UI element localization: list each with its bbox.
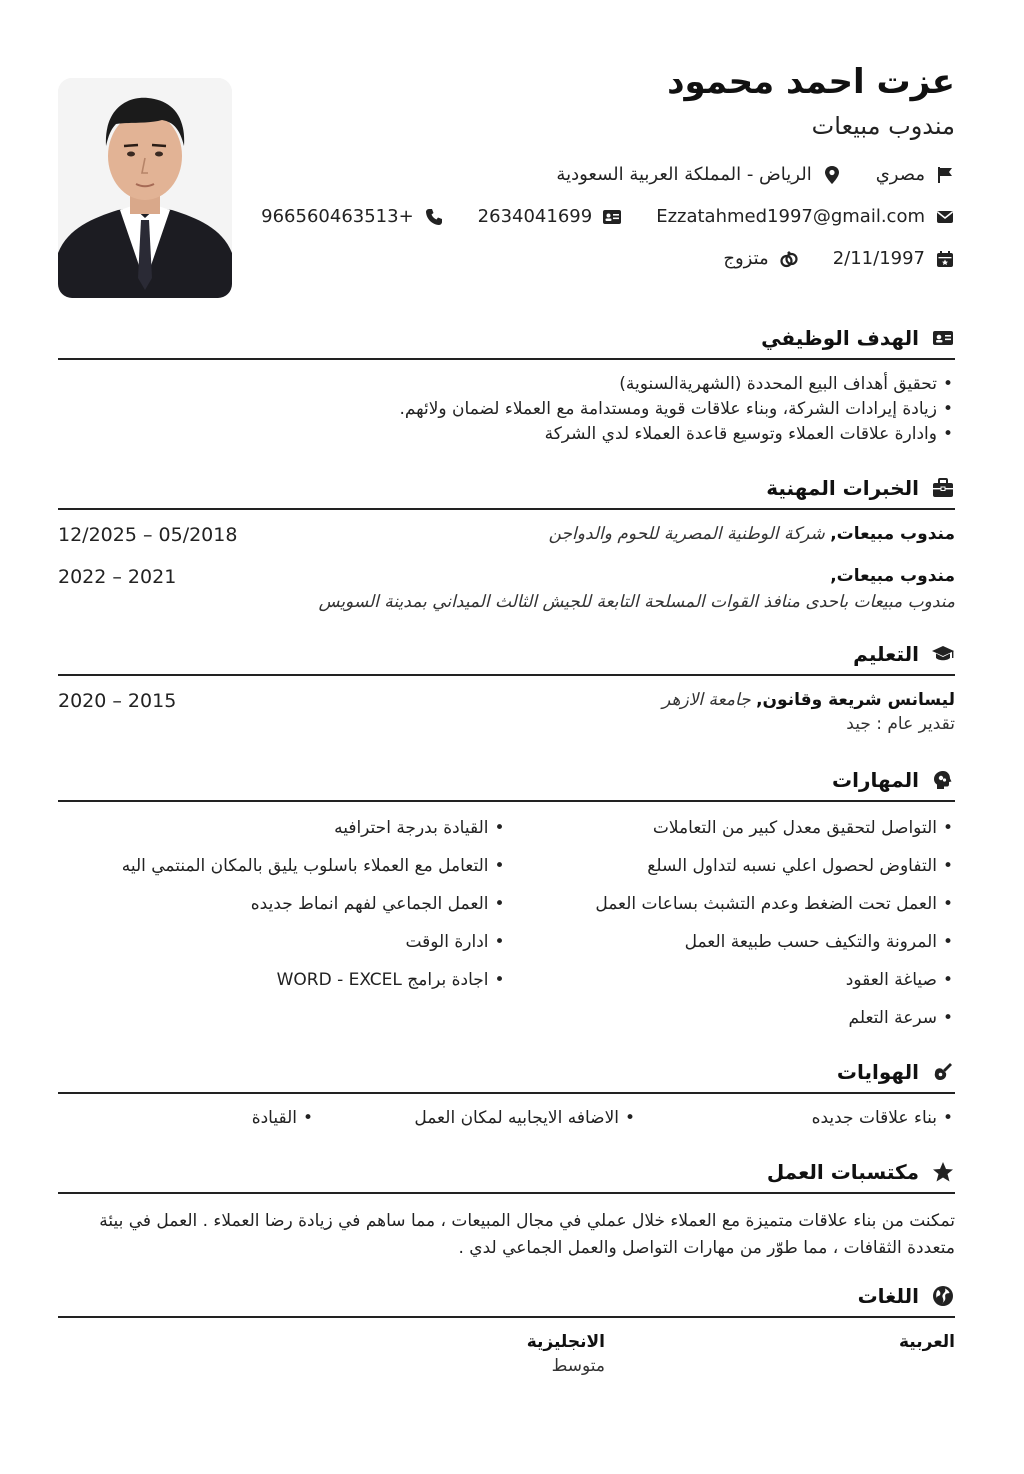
- id-number-text: 2634041699: [477, 206, 593, 227]
- rings-icon: [779, 249, 799, 269]
- flag-icon: [935, 165, 955, 185]
- section-header: [58, 634, 955, 676]
- degree: ليسانس شريعة وقانون,: [756, 690, 955, 710]
- envelope-icon: [935, 207, 955, 227]
- guitar-icon: [931, 1060, 955, 1084]
- nationality: [876, 164, 955, 185]
- skill-item: • اجادة برامج WORD - EXCEL: [58, 968, 489, 1006]
- education-entry: [58, 676, 955, 750]
- section-title: الهوايات: [836, 1060, 919, 1084]
- birth-date-text: 2/11/1997: [832, 248, 925, 269]
- entry-dates: 12/2025 – 05/2018: [58, 524, 238, 546]
- skill-item: • المرونة والتكيف حسب طبيعة العمل: [507, 930, 938, 968]
- section-experience: [58, 468, 955, 630]
- profile-photo: [58, 78, 232, 298]
- company-name: شركة الوطنية المصرية للحوم والدواجن: [548, 524, 825, 544]
- list-item: • تحقيق أهداف البيع المحددة (الشهريةالسنوية): [58, 372, 937, 397]
- info-row-3: [723, 248, 955, 269]
- section-title: مكتسبات العمل: [766, 1160, 919, 1184]
- objective-list: [58, 372, 955, 447]
- star-icon: [931, 1160, 955, 1184]
- section-header: [58, 1052, 955, 1094]
- marital-status: [723, 248, 798, 269]
- info-row-2: [261, 206, 955, 227]
- email[interactable]: [656, 206, 955, 227]
- entry-dates: 2022 – 2021: [58, 566, 177, 588]
- map-pin-icon: [822, 165, 842, 185]
- languages-list: [58, 1332, 955, 1376]
- skill-item: • التواصل لتحقيق معدل كبير من التعاملات: [507, 816, 938, 854]
- section-header: [58, 1276, 955, 1318]
- candidate-name: عزت احمد محمود: [667, 62, 955, 102]
- globe-icon: [931, 1284, 955, 1308]
- language-name: الانجليزية: [526, 1332, 605, 1352]
- section-skills: [58, 760, 955, 1044]
- language-level: متوسط: [551, 1356, 605, 1376]
- id-card-icon: [931, 326, 955, 350]
- skill-item: • ادارة الوقت: [58, 930, 489, 968]
- section-education: [58, 634, 955, 750]
- entry-description: مندوب مبيعات باحدى منافذ القوات المسلحة التابعة للجيش الثالث الميداني بمدينة السويس: [318, 592, 955, 612]
- hobby-item: • الاضافه الايجابيه لمكان العمل: [297, 1108, 619, 1128]
- section-header: [58, 1152, 955, 1194]
- skill-item: • التعامل مع العملاء باسلوب يليق بالمكان المنتمي اليه: [58, 854, 489, 892]
- graduation-cap-icon: [931, 642, 955, 666]
- skills-columns: [58, 816, 955, 1044]
- entry-title: [830, 566, 955, 586]
- education-grade: تقدير عام : جيد: [846, 714, 955, 734]
- job-role: مندوب مبيعات,: [830, 524, 955, 544]
- birth-date: [833, 248, 955, 269]
- list-item: • وادارة علاقات العملاء وتوسيع قاعدة العملاء لدي الشركة: [58, 422, 937, 447]
- school-name: جامعة الازهر: [662, 690, 751, 710]
- email-text[interactable]: Ezzatahmed1997@gmail.com: [656, 206, 925, 227]
- hobbies-list: [58, 1108, 955, 1128]
- section-title: اللغات: [857, 1284, 919, 1308]
- section-title: التعليم: [853, 642, 919, 666]
- brain-icon: [931, 768, 955, 792]
- language-item: [605, 1332, 955, 1376]
- candidate-job-title: مندوب مبيعات: [811, 112, 955, 140]
- skills-column-right: [507, 816, 956, 1044]
- id-card-icon: [602, 207, 622, 227]
- skill-item: • العمل الجماعي لفهم انماط جديده: [58, 892, 489, 930]
- hobby-item: • القيادة: [252, 1108, 297, 1128]
- language-name: العربية: [898, 1332, 955, 1352]
- skill-item: • صياغة العقود: [507, 968, 938, 1006]
- section-title: المهارات: [832, 768, 919, 792]
- skill-item: • التفاوض لحصول اعلي نسبه لتداول السلع: [507, 854, 938, 892]
- language-item: [255, 1332, 605, 1376]
- calendar-icon: [935, 249, 955, 269]
- skill-item: • العمل تحت الضغط وعدم التشبث بساعات العمل: [507, 892, 938, 930]
- entry-title: [662, 690, 955, 710]
- skill-item: • القيادة بدرجة احترافيه: [58, 816, 489, 854]
- entry-dates: 2020 – 2015: [58, 690, 177, 712]
- location-text: الرياض - المملكة العربية السعودية: [556, 164, 812, 185]
- phone-icon: [424, 207, 444, 227]
- info-row-1: [556, 164, 955, 185]
- section-header: [58, 760, 955, 802]
- id-number: [478, 206, 623, 227]
- section-header: [58, 318, 955, 360]
- experience-entry-1: [58, 510, 955, 552]
- experience-entry-2: [58, 552, 955, 630]
- section-title: الهدف الوظيفي: [761, 326, 919, 350]
- location: [556, 164, 841, 185]
- job-role: مندوب مبيعات,: [830, 566, 955, 586]
- resume-page: [58, 0, 955, 1474]
- nationality-text: مصري: [875, 164, 925, 185]
- section-languages: [58, 1276, 955, 1376]
- achievements-text: تمكنت من بناء علاقات متميزة مع العملاء خلال عملي في مجال المبيعات ، مما ساهم في زيادة رضا العملاء . العمل في بيئة متعددة الثقافات ، مما طوّر من مهارات التواصل والعمل الجماعي لدي .: [99, 1211, 955, 1258]
- resume-header: [58, 58, 955, 308]
- section-title: الخبرات المهنية: [766, 476, 919, 500]
- entry-title: [549, 524, 955, 544]
- phone[interactable]: [261, 206, 444, 227]
- skills-column-left: [58, 816, 507, 1044]
- marital-status-text: متزوج: [723, 248, 769, 269]
- skill-item: • سرعة التعلم: [507, 1006, 938, 1044]
- hobby-item: • بناء علاقات جديده: [619, 1108, 937, 1128]
- section-achievements: [58, 1152, 955, 1262]
- section-hobbies: [58, 1052, 955, 1128]
- phone-text[interactable]: 966560463513+: [261, 206, 414, 227]
- list-item: • زيادة إيرادات الشركة، وبناء علاقات قوية ومستدامة مع العملاء لضمان ولائهم.: [58, 397, 937, 422]
- section-objective: [58, 318, 955, 447]
- briefcase-icon: [931, 476, 955, 500]
- section-header: [58, 468, 955, 510]
